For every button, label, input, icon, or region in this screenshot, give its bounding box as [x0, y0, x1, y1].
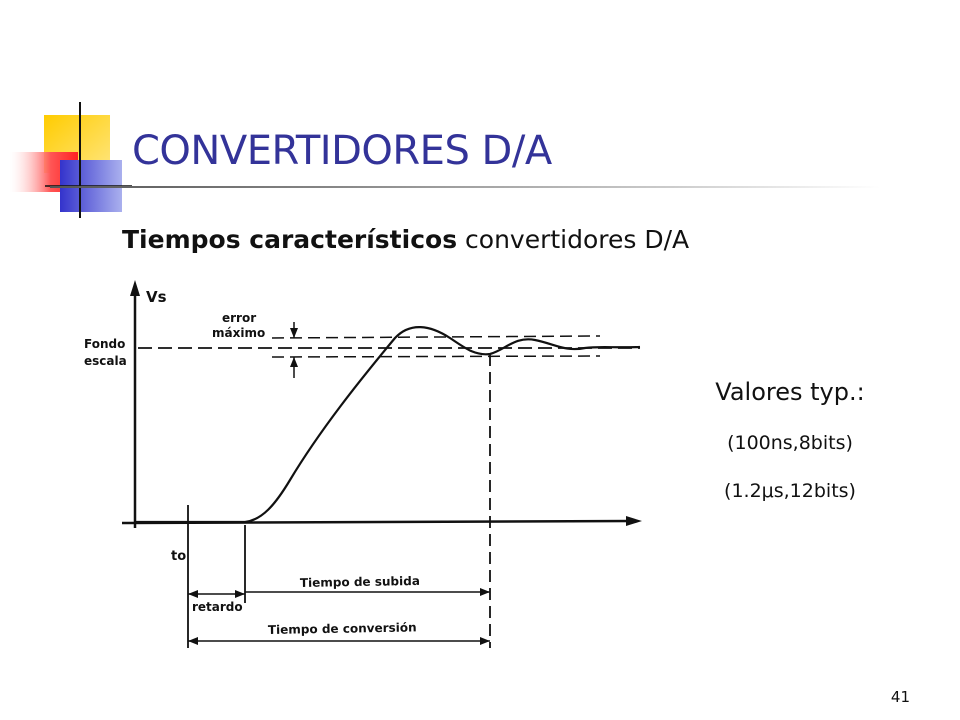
delay-arrowhead-right [235, 590, 245, 598]
y-axis-label: Vs [146, 288, 167, 306]
rise-time-label: Tiempo de subida [299, 573, 420, 590]
t0-label: to [171, 549, 187, 564]
typical-value-1: (100ns,8bits) [727, 432, 853, 454]
error-arrowhead-top [290, 328, 298, 338]
conv-arrowhead-right [480, 637, 490, 645]
error-label-2: máximo [212, 326, 266, 340]
error-band-lower [272, 356, 600, 357]
error-label-1: error [222, 311, 257, 325]
slide-title: CONVERTIDORES D/A [132, 128, 552, 174]
error-arrowhead-bottom [290, 357, 298, 367]
typical-value-2: (1.2μs,12bits) [724, 480, 856, 502]
conversion-time-label: Tiempo de conversión [267, 620, 417, 637]
subtitle-bold: Tiempos característicos [122, 225, 458, 254]
subtitle-rest: convertidores D/A [457, 225, 690, 254]
full-scale-label-2: escala [84, 354, 127, 368]
x-axis-arrow [626, 516, 642, 526]
page-number: 41 [890, 688, 910, 706]
conv-arrowhead-left [188, 637, 198, 645]
typical-values-heading: Valores typ.: [715, 378, 865, 406]
delay-label: retardo [192, 600, 243, 614]
full-scale-label-1: Fondo [84, 337, 126, 351]
error-band-upper [272, 336, 600, 338]
rise-arrowhead-right [480, 588, 490, 596]
delay-arrowhead-left [188, 590, 198, 598]
y-axis-arrow [130, 280, 140, 296]
